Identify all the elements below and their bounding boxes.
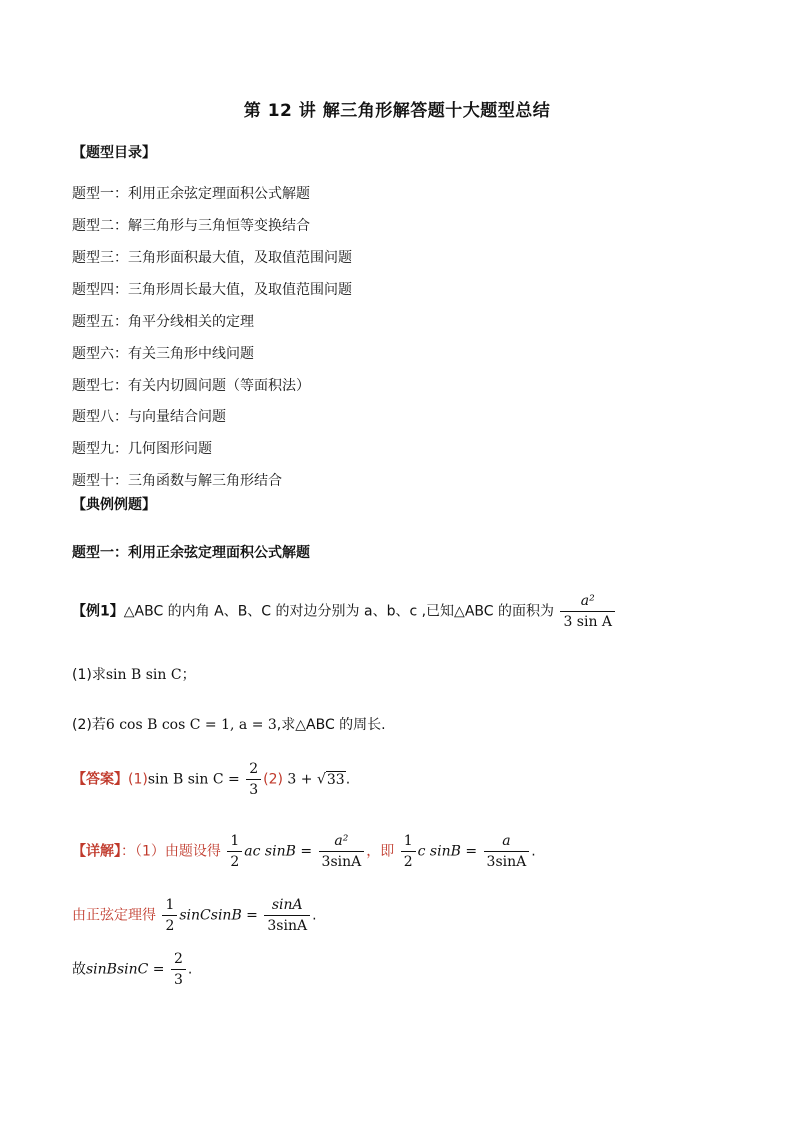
example-statement xyxy=(72,592,617,631)
toc-item: 题型四：三角形周长最大值，及取值范围问题 xyxy=(72,282,352,298)
toc-header: 【题型目录】 xyxy=(72,145,156,161)
question-2 xyxy=(72,714,386,734)
fraction-denominator: 2 xyxy=(165,918,175,934)
answer-part-1: (1) xyxy=(128,771,148,788)
detail-expr-1: ac sinB = xyxy=(244,843,313,860)
toc-item: 题型七：有关内切圆问题（等面积法） xyxy=(72,378,310,394)
answer-label: 【答案】 xyxy=(72,771,128,788)
toc-item: 题型二：解三角形与三角恒等变换结合 xyxy=(72,218,310,234)
detail-line xyxy=(72,832,536,871)
fraction-numerator: a xyxy=(484,832,530,852)
step-3-expr: sinBsinC = xyxy=(86,961,165,978)
answer-expr-2: 3 + √33 xyxy=(287,771,345,788)
step-3-fraction xyxy=(171,950,186,989)
step-3-prefix: 故 xyxy=(72,961,86,978)
detail-fraction-3 xyxy=(401,832,416,871)
answer-line xyxy=(72,760,350,799)
toc-item: 题型八：与向量结合问题 xyxy=(72,409,226,425)
fraction-denominator: 2 xyxy=(230,854,240,870)
answer-part-2: (2) xyxy=(263,771,283,788)
fraction-denominator: 3 xyxy=(249,782,259,798)
fraction-numerator: 2 xyxy=(171,950,186,970)
question-1-suffix: ； xyxy=(181,667,196,683)
toc-item: 题型五：角平分线相关的定理 xyxy=(72,314,254,330)
detail-fraction-4 xyxy=(484,832,530,871)
examples-header: 【典例例题】 xyxy=(72,497,156,513)
page-title: 第 12 讲 解三角形解答题十大题型总结 xyxy=(243,101,551,121)
sqrt-radicand: 33 xyxy=(326,771,345,788)
detail-intro: ：（1）由题设得 xyxy=(121,843,221,860)
step-2-end: . xyxy=(312,907,317,924)
toc-item: 题型九：几何图形问题 xyxy=(72,441,212,457)
fraction-numerator: 1 xyxy=(401,832,416,852)
fraction-numerator: 1 xyxy=(227,832,242,852)
answer-expr-1: sin B sin C = xyxy=(147,771,240,788)
detail-fraction-1 xyxy=(227,832,242,871)
answer-expr-2-a: 3 + xyxy=(287,771,313,788)
step-2-expr: sinCsinB = xyxy=(179,907,258,924)
fraction-numerator: 1 xyxy=(162,896,177,916)
detail-end: . xyxy=(531,843,536,860)
answer-fraction xyxy=(246,760,261,799)
fraction-denominator: 2 xyxy=(403,854,413,870)
section-title: 题型一：利用正余弦定理面积公式解题 xyxy=(72,545,310,561)
toc-item: 题型六：有关三角形中线问题 xyxy=(72,346,254,362)
question-2-math: 6 cos B cos C = 1, a = 3 xyxy=(105,717,277,733)
fraction-numerator: sinA xyxy=(264,896,310,916)
detail-expr-2: c sinB = xyxy=(417,843,478,860)
example-text: △ABC 的内角 A、B、C 的对边分别为 a、b、c ,已知△ABC 的面积为 xyxy=(123,603,554,620)
toc-item: 题型十：三角函数与解三角形结合 xyxy=(72,473,282,489)
step-2-fraction-1 xyxy=(162,896,177,935)
question-2-prefix: (2)若 xyxy=(72,717,106,733)
step-2-fraction-2 xyxy=(264,896,310,935)
step-3-end: . xyxy=(187,961,193,978)
detail-mid: ，即 xyxy=(366,843,395,860)
fraction-denominator: 3sinA xyxy=(321,854,362,870)
fraction-denominator: 3sinA xyxy=(486,854,527,870)
question-1 xyxy=(72,664,196,684)
detail-label: 【详解】 xyxy=(72,843,121,860)
area-fraction xyxy=(560,592,615,631)
question-2-suffix: ,求△ABC 的周长. xyxy=(276,717,386,733)
detail-fraction-2 xyxy=(319,832,365,871)
fraction-denominator: 3sinA xyxy=(267,918,308,934)
answer-end: . xyxy=(345,771,351,788)
question-1-prefix: (1)求 xyxy=(72,667,106,683)
fraction-numerator: 2 xyxy=(246,760,261,780)
example-label: 【例1】 xyxy=(72,603,124,620)
step-2-prefix: 由正弦定理得 xyxy=(72,907,156,924)
fraction-numerator: a² xyxy=(560,592,615,612)
fraction-denominator: 3 sin A xyxy=(563,614,613,630)
fraction-numerator: a² xyxy=(319,832,365,852)
toc-item: 题型三：三角形面积最大值，及取值范围问题 xyxy=(72,250,352,266)
step-2-line xyxy=(72,896,317,935)
toc-item: 题型一：利用正余弦定理面积公式解题 xyxy=(72,186,310,202)
step-3-line xyxy=(72,950,192,989)
fraction-denominator: 3 xyxy=(174,972,183,988)
question-1-math: sin B sin C xyxy=(105,667,182,683)
